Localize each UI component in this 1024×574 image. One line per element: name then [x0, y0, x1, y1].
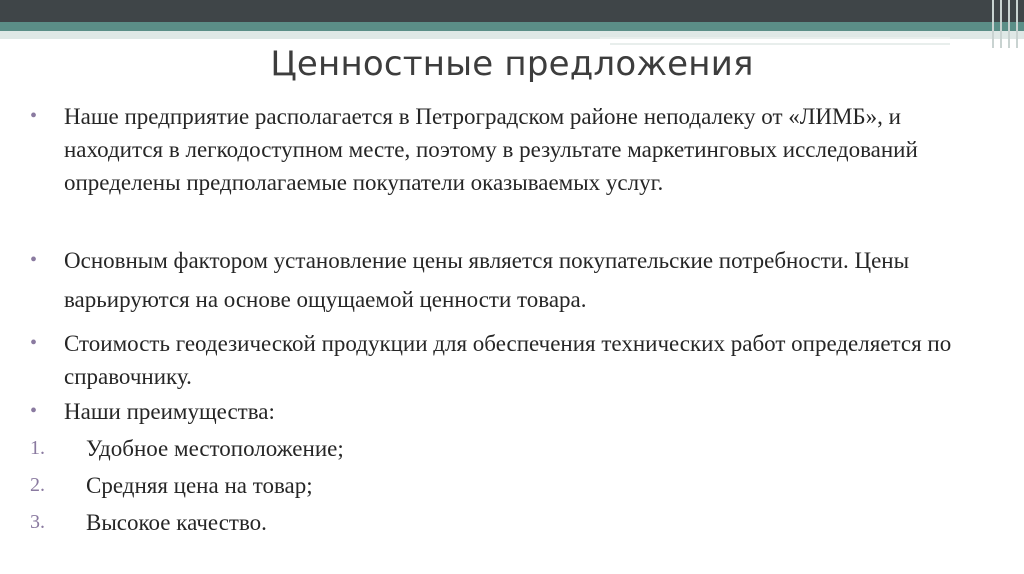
number-marker: 3. [30, 511, 45, 533]
list-item [30, 395, 990, 428]
slide-title: Ценностные предложения [270, 44, 754, 84]
numbered-item [30, 432, 990, 465]
number-marker: 2. [30, 474, 45, 496]
bullet-text: Наше предприятие располагается в Петроградском районе неподалеку от «ЛИМБ», и находится в легкодоступном месте, поэтому в результате маркетинговых исследований определены предполагаемые покупатели оказываемых услуг. [64, 104, 918, 195]
number-marker: 1. [30, 437, 45, 459]
bullet-marker: • [30, 400, 38, 422]
numbered-text: Высокое качество. [86, 510, 267, 535]
bullet-marker: • [30, 249, 38, 271]
bullet-text: Стоимость геодезической продукции для обеспечения технических работ определяется по справочнику. [64, 331, 952, 389]
list-item [30, 100, 990, 232]
header-right-edge-lines [986, 0, 1024, 48]
list-item [30, 241, 990, 319]
slide-body [30, 100, 990, 539]
bullet-marker: • [30, 332, 38, 354]
numbered-item [30, 506, 990, 539]
bullet-marker: • [30, 105, 38, 127]
bullet-text: Наши преимущества: [64, 399, 275, 424]
numbered-text: Удобное местоположение; [86, 436, 344, 461]
numbered-text: Средняя цена на товар; [86, 473, 313, 498]
list-item [30, 327, 990, 393]
numbered-item [30, 469, 990, 502]
bullet-text: Основным фактором установление цены является покупательские потребности. Цены варьируются на основе ощущаемой ценности товара. [64, 248, 910, 312]
header-dark-bar [0, 0, 1024, 22]
header-teal-stripe [0, 22, 1024, 31]
